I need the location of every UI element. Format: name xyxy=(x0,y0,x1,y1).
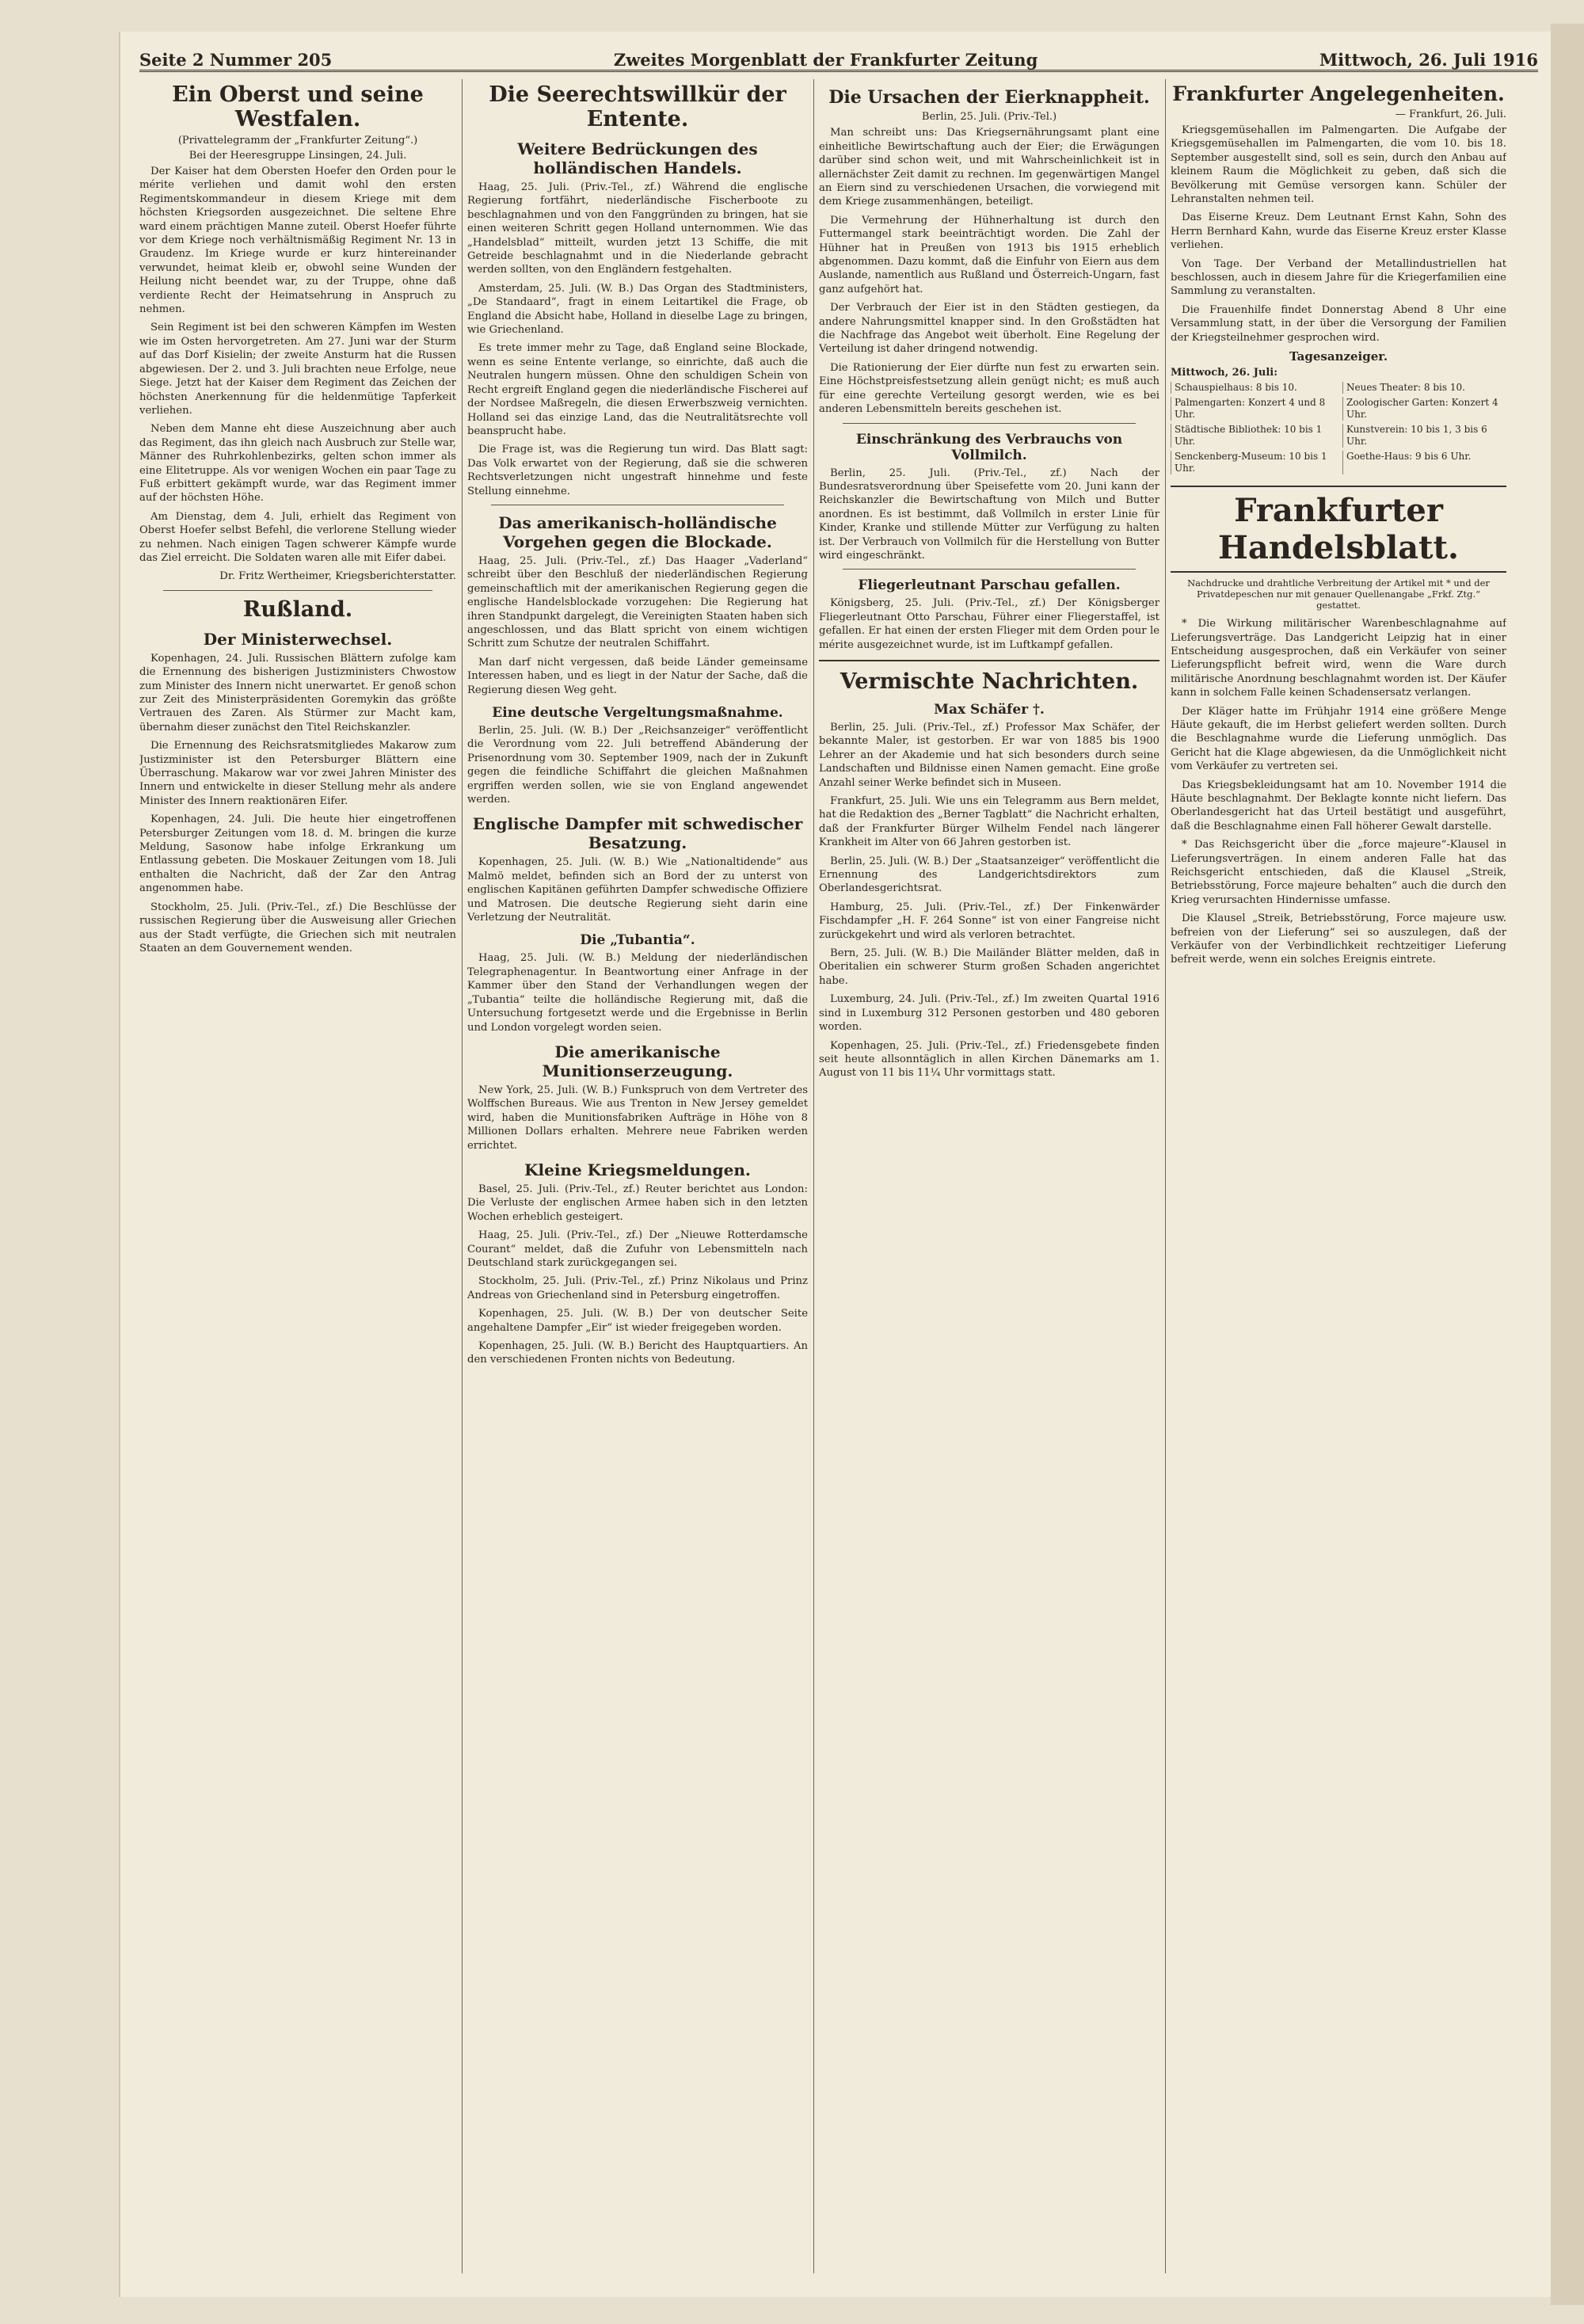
article-title: Der Ministerwechsel. xyxy=(203,629,393,649)
paragraph: Stockholm, 25. Juli. (Priv.-Tel., zf.) Prinz Nikolaus und Prinz Andreas von Griechenland sind in Petersburg eingetroffen. xyxy=(467,1275,808,1301)
paragraph: Man schreibt uns: Das Kriegsernährungsamt plant eine einheitliche Bewirtschaftung auch der Eier; die Erwägungen darüber sind schon weit, und mit Wahrscheinlichkeit ist in allernächster Zeit damit zu rechnen. Im gegenwärtigen Mangel an Eiern sind zu verschiedenen Ursachen, die vorwiegend mit dem Kriege zusammenhängen, beteiligt. xyxy=(819,127,1159,208)
article-title: Fliegerleutnant Parschau gefallen. xyxy=(858,577,1121,594)
divider xyxy=(843,569,1136,570)
paragraph: Das Eiserne Kreuz. Dem Leutnant Ernst Kahn, Sohn des Herrn Bernhard Kahn, wurde das Eiserne Kreuz erster Klasse verliehen. xyxy=(1171,211,1506,252)
article-subtitle: Weitere Bedrückungen des holländischen Handels. xyxy=(517,139,758,177)
paragraph: Die Klausel „Streik, Betriebsstörung, Force majeure usw. befreien von der Lieferung“ sei so auszulegen, daß der Verkäufer von der Verbindlichkeit rechtzeitiger Lieferung befreit werde, wenn ein solches Ereignis eintrete. xyxy=(1171,912,1506,966)
paragraph: Das Kriegsbekleidungsamt hat am 10. November 1914 die Häute beschlagnahmt. Der Beklagte konnte nicht liefern. Das Oberlandesgericht hat das Urteil bestätigt und ausgeführt, daß die Beschlagnahme einen Fall höherer Gewalt darstelle. xyxy=(1171,779,1506,832)
column-2 xyxy=(467,79,808,2281)
table-cell: Goethe-Haus: 9 bis 6 Uhr. xyxy=(1342,451,1506,474)
table-cell: Neues Theater: 8 bis 10. xyxy=(1342,382,1506,394)
article-dateline: Berlin, 25. Juli. (Priv.-Tel.) xyxy=(921,111,1057,124)
paragraph: Kopenhagen, 24. Juli. Die heute hier eingetroffenen Petersburger Zeitungen vom 18. d. M. bringen die kurze Meldung, Sasonow habe infolge Erkrankung um Entlassung gebeten. Die Moskauer Zeitungen vom 18. Juli enthalten die Nachricht, daß der Zar den Antrag angenommen habe. xyxy=(139,813,456,895)
article-title: Das amerikanisch-holländische Vorgehen gegen die Blockade. xyxy=(498,512,777,551)
article-title: Die Ursachen der Eierknappheit. xyxy=(828,87,1150,108)
article-title: Kleine Kriegsmeldungen. xyxy=(524,1160,751,1179)
paragraph: Berlin, 25. Juli. (Priv.-Tel., zf.) Professor Max Schäfer, der bekannte Maler, ist gestorben. Er war von 1885 bis 1900 Lehrer an der Akademie und hat sich besonders durch seine Landschaften und Bildnisse einen Namen gemacht. Eine große Anzahl seiner Werke befindet sich in Museen. xyxy=(819,721,1159,789)
paragraph: Frankfurt, 25. Juli. Wie uns ein Telegramm aus Bern meldet, hat die Redaktion des „Berner Tagblatt“ die Nachricht erhalten, daß der Frankfurter Bürger Wilhelm Fendel nach längerer Krankheit im Alter von 66 Jahren gestorben ist. xyxy=(819,795,1159,849)
column-3 xyxy=(819,79,1159,2281)
paragraph: Die Vermehrung der Hühnerhaltung ist durch den Futtermangel stark beeinträchtigt worden. Die Zahl der Hühner hat in Preußen von 1913 bis 1915 erheblich abgenommen. Dazu kommt, daß die Einfuhr von Eiern aus dem Auslande, namentlich aus Rußland und Österreich-Ungarn, fast ganz aufgehört hat. xyxy=(819,214,1159,295)
divider xyxy=(843,423,1136,424)
column-4 xyxy=(1171,79,1506,2281)
article-title: Die amerikanische Munitionserzeugung. xyxy=(542,1042,733,1080)
paragraph: Königsberg, 25. Juli. (Priv.-Tel., zf.) Der Königsberger Fliegerleutnant Otto Parschau, Führer einer Fliegerstaffel, ist gefallen. Er hat einen der ersten Flieger mit dem Orden pour le mérite ausgezeichnet wurde, ist im Luftkampf gefallen. xyxy=(819,597,1159,651)
paragraph: Es trete immer mehr zu Tage, daß England seine Blockade, wenn es seine Entente verlange, so einrichte, daß auch die Neutralen hungern müssen. Ohne den schuldigen Schein von Recht ergreift England gegen die niederländische Fischerei auf der Nordsee Maßregeln, die diesen Erwerbszweig vernichten. Holland sei das einzige Land, das die Neutralitätsrechte voll beansprucht habe. xyxy=(467,342,808,437)
paragraph: Basel, 25. Juli. (Priv.-Tel., zf.) Reuter berichtet aus London: Die Verluste der englischen Armee haben sich in den letzten Wochen erheblich gesteigert. xyxy=(467,1183,808,1223)
paragraph: Kriegsgemüsehallen im Palmengarten. Die Aufgabe der Kriegsgemüsehallen im Palmengarten, die vom 10. bis 18. September ausgestellt sind, soll es sein, durch den Anbau auf kleinem Raum die Möglichkeit zu geben, daß sich die Bevölkerung mit Gemüse versorgen kann. Schüler der Lehranstalten nehmen teil. xyxy=(1171,124,1506,206)
paragraph: Der Kaiser hat dem Obersten Hoefer den Orden pour le mérite verliehen und damit wohl den ersten Regimentskommandeur in diesem Kriege mit dem höchsten Kriegsorden ausgezeichnet. Die seltene Ehre ward einem prächtigen Manne zuteil. Oberst Hoefer führte vor dem Kriege noch verhältnismäßig Regiment Nr. 13 in Graudenz. Im Kriege wurde er kurz hintereinander verwundet, heimat kleib er, obwohl seine Wunden der Heilung nicht beendet war, zu der Truppe, ohne daß verdiente Recht der Heimatsehrung in Anspruch zu nehmen. xyxy=(139,166,456,316)
table-cell: Senckenberg-Museum: 10 bis 1 Uhr. xyxy=(1171,451,1335,474)
paragraph: Haag, 25. Juli. (Priv.-Tel., zf.) Das Haager „Vaderland“ schreibt über den Beschluß der niederländischen Regierung gemeinschaftlich mit der amerikanischen Regierung gegen die englische Handelsblockade vorzugehen: Die Regierung hat ihren Standpunkt dargelegt, die Vereinigten Staaten haben sich angeschlossen, und das Blatt spricht von einem wichtigen Schritt zum Schutze der neutralen Schiffahrt. xyxy=(467,554,808,650)
table-cell: Zoologischer Garten: Konzert 4 Uhr. xyxy=(1342,397,1506,421)
paragraph: Die Frauenhilfe findet Donnerstag Abend 8 Uhr eine Versammlung statt, in der über die Versorgung der Familien der Kriegsteilnehmer gesprochen wird. xyxy=(1171,303,1506,344)
table-cell: Schauspielhaus: 8 bis 10. xyxy=(1171,382,1335,394)
table-cell: Palmengarten: Konzert 4 und 8 Uhr. xyxy=(1171,397,1335,421)
column-rule xyxy=(1165,79,1166,2273)
paragraph: * Die Wirkung militärischer Warenbeschlagnahme auf Lieferungsverträge. Das Landgericht Leipzig hat in einer Entscheidung ausgesprochen, daß ein Verkäufer von seiner Lieferungspflicht befreit wird, wenn die Ware durch militärische Anordnung beschlagnahmt worden ist. Der Käufer kann in solchem Falle keinen Schadensersatz verlangen. xyxy=(1171,618,1506,699)
column-1 xyxy=(139,79,456,2281)
tagesanzeiger-date: Mittwoch, 26. Juli: xyxy=(1171,367,1278,379)
paragraph: Berlin, 25. Juli. (W. B.) Der „Reichsanzeiger“ veröffentlicht die Verordnung vom 22. Juli betreffend Abänderung der Prisenordnung vom 30. September 1909, nach der in Zukunft gegen die feindliche Schiffahrt die gleichen Maßnahmen ergriffen werden sollen, wie sie von England angewendet werden. xyxy=(467,725,808,806)
article-title: Einschränkung des Verbrauchs von Vollmilch. xyxy=(855,431,1123,463)
paragraph: Von Tage. Der Verband der Metallindustriellen hat beschlossen, auch in diesem Jahre für die Kriegerfamilien eine Sammlung zu veranstalten. xyxy=(1171,257,1506,298)
paragraph: * Das Reichsgericht über die „force majeure“-Klausel in Lieferungsverträgen. In einem anderen Falle hat das Reichsgericht entschieden, daß die Klausel „Streik, Betriebsstörung, Force majeure behalten“ auch die durch den Krieg verursachten Hindernisse umfasse. xyxy=(1171,839,1506,906)
paragraph: Kopenhagen, 25. Juli. (W. B.) Der von deutscher Seite angehaltene Dampfer „Eir“ ist wieder freigegeben worden. xyxy=(467,1308,808,1334)
paragraph: Hamburg, 25. Juli. (Priv.-Tel., zf.) Der Finkenwärder Fischdampfer „H. F. 264 Sonne“ ist von einer Fangreise nicht zurückgekehrt und wird als verloren betrachtet. xyxy=(819,901,1159,941)
tagesanzeiger-table xyxy=(1171,382,1506,474)
article-dateline: Bei der Heeresgruppe Linsingen, 24. Juli. xyxy=(188,150,407,162)
masthead-page-number: Seite 2 Nummer 205 xyxy=(139,50,333,70)
handelsblatt-heading: Frankfurter Handelsblatt. xyxy=(1171,486,1506,573)
divider xyxy=(819,660,1159,661)
handelsblatt-note: Nachdrucke und drahtliche Verbreitung der Artikel mit * und der Privatdepeschen nur mit genauer Quellenangabe „Frkf. Ztg.“ gestattet. xyxy=(1187,577,1490,611)
paragraph: Haag, 25. Juli. (Priv.-Tel., zf.) Während die englische Regierung fortfährt, niederländische Fischerboote zu beschlagnahmen und von den Fanggründen zu bringen, hat sie einen weiteren Schritt gegen Holland unternommen. Wie das „Handelsblad“ mitteilt, wurden jetzt 13 Schiffe, die mit Getreide beschlagnahmt und in die Niederlande gebracht werden sollten, von den Engländern festgehalten. xyxy=(467,181,808,276)
paragraph: Stockholm, 25. Juli. (Priv.-Tel., zf.) Die Beschlüsse der russischen Regierung über die Ausweisung aller Griechen aus der Stadt verfügte, die Griechen sich mit neutralen Staaten an dem Gouvernement wenden. xyxy=(139,901,456,954)
article-title: Englische Dampfer mit schwedischer Besatzung. xyxy=(472,814,803,853)
paragraph: Berlin, 25. Juli. (W. B.) Der „Staatsanzeiger“ veröffentlicht die Ernennung des Landgerichtsdirektors zum Oberlandesgerichtsrat. xyxy=(819,855,1159,895)
section-heading: Rußland. xyxy=(242,596,353,622)
tagesanzeiger-title: Tagesanzeiger. xyxy=(1289,349,1388,364)
table-cell: Städtische Bibliothek: 10 bis 1 Uhr. xyxy=(1171,424,1335,448)
article-title: Die „Tubantia“. xyxy=(580,932,695,949)
paragraph: Der Kläger hatte im Frühjahr 1914 eine größere Menge Häute gekauft, die im Herbst geliefert werden sollten. Durch die Beschlagnahme wurde die Lieferung unmöglich. Das Gericht hat die Klage abgewiesen, da die Unmöglichkeit nicht vom Verkäufer zu vertreten sei. xyxy=(1171,705,1506,773)
paragraph: Am Dienstag, dem 4. Juli, erhielt das Regiment von Oberst Hoefer selbst Befehl, die verlorene Stellung wieder zu nehmen. Nach einigen Tagen schwerer Kämpfe wurde das Ziel erreicht. Die Soldaten waren alle mit Eifer dabei. xyxy=(139,510,456,564)
article-title: Eine deutsche Vergeltungsmaßnahme. xyxy=(492,705,783,721)
paragraph: Sein Regiment ist bei den schweren Kämpfen im Westen wie im Osten hervorgetreten. Am 27. Juni war der Sturm auf das Dorf Kisielin; der zweite Ansturm hat die Russen abgewiesen. Der 2. und 3. Juli brachten neue Erfolge, neue Siege. Jetzt hat der Kaiser dem Regiment das Zeichen der höchsten Anerkennung für die heldenmütige Tapferkeit verliehen. xyxy=(139,322,456,417)
adjacent-page-edge xyxy=(1551,24,1584,2305)
paragraph: Die Rationierung der Eier dürfte nun fest zu erwarten sein. Eine Höchstpreisfestsetzung allein genügt nicht; es muß auch für eine gerechte Verteilung gesorgt werden, wie es bei anderen Lebensmitteln bereits geschehen ist. xyxy=(819,361,1159,416)
article-dateline: — Frankfurt, 26. Juli. xyxy=(1395,109,1506,120)
paragraph: Bern, 25. Juli. (W. B.) Die Mailänder Blätter melden, daß in Oberitalien ein schwerer Sturm großen Schaden angerichtet habe. xyxy=(819,947,1159,987)
paragraph: Der Verbrauch der Eier ist in den Städten gestiegen, da andere Nahrungsmittel knapper sind. In den Großstädten hat die Nachfrage das Angebot weit überholt. Eine Regelung der Verteilung ist daher dringend notwendig. xyxy=(819,302,1159,356)
section-heading: Vermischte Nachrichten. xyxy=(840,669,1139,694)
paragraph: New York, 25. Juli. (W. B.) Funkspruch von dem Vertreter des Wolffschen Bureaus. Wie aus Trenton in New Jersey gemeldet wird, haben die Munitionsfabriken Aufträge in Höhe von 8 Millionen Dollars erhalten. Mehrere neue Fabriken werden errichtet. xyxy=(467,1084,808,1152)
paragraph: Luxemburg, 24. Juli. (Priv.-Tel., zf.) Im zweiten Quartal 1916 sind in Luxemburg 312 Personen gestorben und 480 geboren worden. xyxy=(819,993,1159,1034)
paragraph: Kopenhagen, 24. Juli. Russischen Blättern zufolge kam die Ernennung des bisherigen Justizministers Chwostow zum Minister des Innern nicht unerwartet. Er genoß schon zur Zeit des Ministerpräsidenten Goremykin das größte Vertrauen des Zaren. Als Stürmer zur Macht kam, übernahm dieser zunächst den Titel Reichskanzler. xyxy=(139,652,456,733)
masthead xyxy=(139,44,1538,72)
column-rule xyxy=(462,79,463,2273)
paragraph: Kopenhagen, 25. Juli. (Priv.-Tel., zf.) Friedensgebete finden seit heute allsonntäglich in allen Kirchen Dänemarks am 1. August von 11 bis 11¼ Uhr vormittags statt. xyxy=(819,1039,1159,1080)
column-rule xyxy=(813,79,814,2273)
paragraph: Kopenhagen, 25. Juli. (W. B.) Bericht des Hauptquartiers. An den verschiedenen Fronten nichts von Bedeutung. xyxy=(467,1340,808,1366)
paragraph: Haag, 25. Juli. (W. B.) Meldung der niederländischen Telegraphenagentur. In Beantwortung einer Anfrage in der Kammer über den Stand der Verhandlungen wegen der „Tubantia“ teilte die holländische Regierung mit, daß die Untersuchung fortgesetzt werde und die Ergebnisse in Berlin und London vorgelegt worden seien. xyxy=(467,952,808,1034)
paragraph: Amsterdam, 25. Juli. (W. B.) Das Organ des Stadtministers, „De Standaard“, fragt in einem Leitartikel die Frage, ob England die Absicht habe, Holland in dieselbe Lage zu bringen, wie Griechenland. xyxy=(467,282,808,337)
paragraph: Kopenhagen, 25. Juli. (W. B.) Wie „Nationaltidende“ aus Malmö meldet, befinden sich an Bord der zu unterst von englischen Kapitänen geführten Dampfer schwedische Offiziere und Matrosen. Die deutsche Regierung sieht darin eine Verletzung der Neutralität. xyxy=(467,856,808,924)
paragraph: Neben dem Manne eht diese Auszeichnung aber auch das Regiment, das ihn gleich nach Ausbruch zur Stelle war, Männer des Ruhrkohlenbezirks, gelten schon immer als eine Elitetruppe. Als vor wenigen Wochen ein paar Tage zu Fuß erbittert gekämpft wurde, war das Regiment immer auf der höchsten Höhe. xyxy=(139,423,456,505)
paragraph: Haag, 25. Juli. (Priv.-Tel., zf.) Der „Nieuwe Rotterdamsche Courant“ meldet, daß die Zufuhr von Lebensmitteln nach Deutschland stark zurückgegangen sei. xyxy=(467,1229,808,1269)
section-heading: Frankfurter Angelegenheiten. xyxy=(1172,82,1505,105)
masthead-title: Zweites Morgenblatt der Frankfurter Zeitung xyxy=(613,50,1038,70)
article-title: Max Schäfer †. xyxy=(934,701,1045,718)
article-title: Die Seerechtswillkür der Entente. xyxy=(489,82,786,131)
paragraph: Berlin, 25. Juli. (Priv.-Tel., zf.) Nach der Bundesratsverordnung über Speisefette vom 20. Juni kann der Reichskanzler die Bewirtschaftung von Milch und Butter anordnen. Es ist bestimmt, daß Vollmilch in erster Linie für Kinder, Kranke und stillende Mütter zur Verfügung zu halten ist. Der Verbrauch von Vollmilch für die Herstellung von Butter wird eingeschränkt. xyxy=(819,467,1159,562)
divider xyxy=(163,590,432,591)
paragraph: Man darf nicht vergessen, daß beide Länder gemeinsame Interessen haben, und es liegt in der Natur der Sache, daß die Regierung diesen Weg geht. xyxy=(467,656,808,696)
article-title: Ein Oberst und seine Westfalen. xyxy=(172,82,424,131)
paragraph: Die Ernennung des Reichsratsmitgliedes Makarow zum Justizminister ist den Petersburger Blättern eine Überraschung. Makarow war vor zwei Jahren Minister des Innern und entwickelte in dieser Stellung mehr als andere Minister des Innern reaktionären Eifer. xyxy=(139,740,456,807)
byline: Dr. Fritz Wertheimer, Kriegsberichterstatter. xyxy=(219,570,456,583)
table-cell: Kunstverein: 10 bis 1, 3 bis 6 Uhr. xyxy=(1342,424,1506,448)
paragraph: Die Frage ist, was die Regierung tun wird. Das Blatt sagt: Das Volk erwartet von der Regierung, daß sie die schweren Rechtsverletzungen nicht ungestraft hinnehme und feste Stellung einnehme. xyxy=(467,444,808,497)
article-subtitle: (Privattelegramm der „Frankfurter Zeitung“.) xyxy=(177,135,418,147)
masthead-date: Mittwoch, 26. Juli 1916 xyxy=(1319,50,1538,70)
